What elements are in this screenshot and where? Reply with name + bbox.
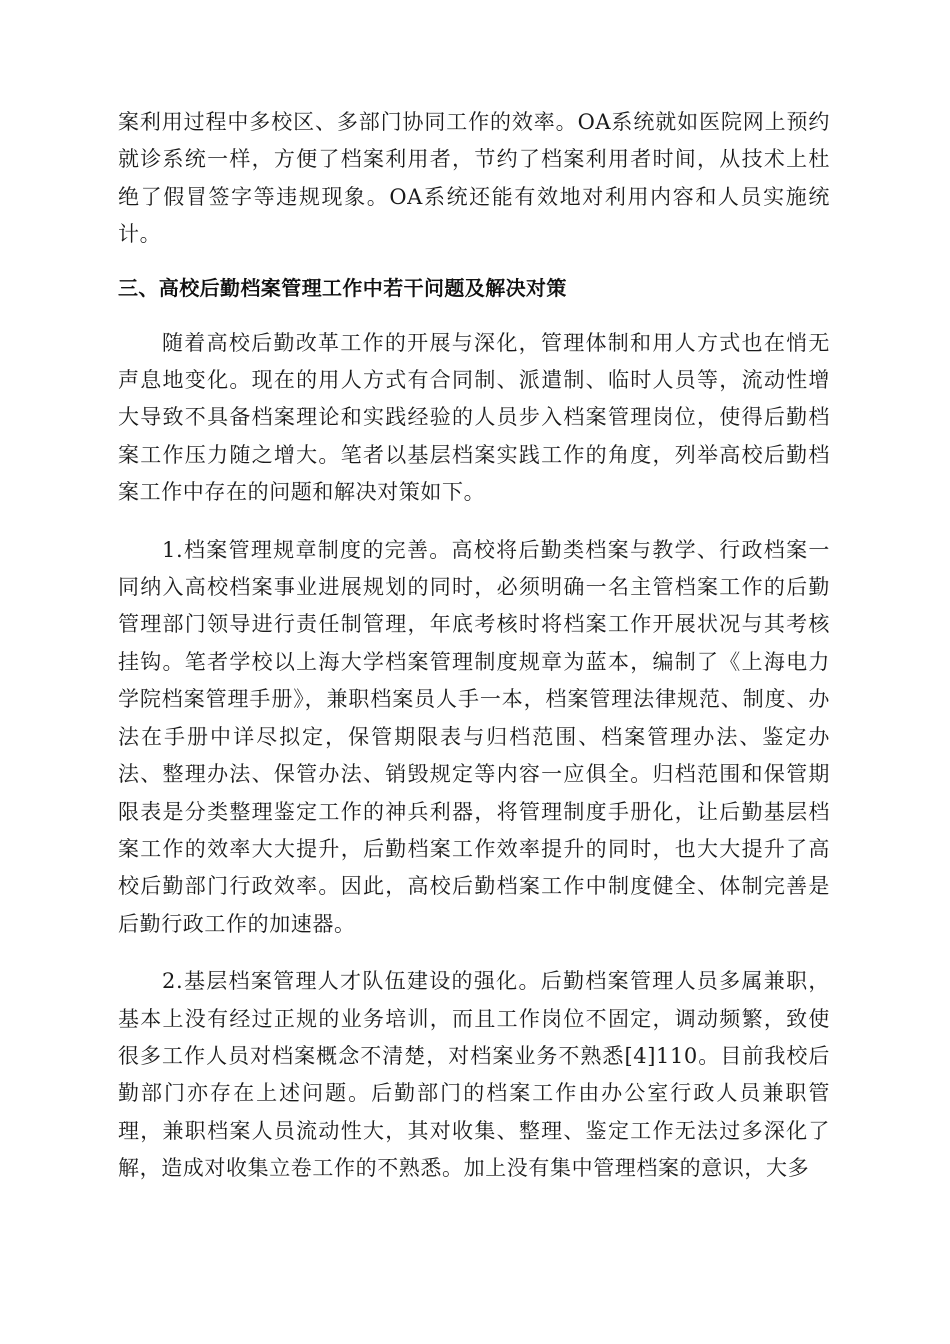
- section-heading: 三、高校后勤档案管理工作中若干问题及解决对策: [118, 275, 567, 300]
- document-body: [118, 104, 830, 1188]
- paragraph-item-1: 1.档案管理规章制度的完善。高校将后勤类档案与教学、行政档案一同纳入高校档案事业进展规划的同时，必须明确一名主管档案工作的后勤管理部门领导进行责任制管理，年底考核时将档案工作开展状况与其考核挂钩。笔者学校以上海大学档案管理制度规章为蓝本，编制了《上海电力学院档案管理手册》，兼职档案员人手一本，档案管理法律规范、制度、办法在手册中详尽拟定，保管期限表与归档范围、档案管理办法、鉴定办法、整理办法、保管办法、销毁规定等内容一应俱全。归档范围和保管期限表是分类整理鉴定工作的神兵利器，将管理制度手册化，让后勤基层档案工作的效率大大提升，后勤档案工作效率提升的同时，也大大提升了高校后勤部门行政效率。因此，高校后勤档案工作中制度健全、体制完善是后勤行政工作的加速器。: [118, 537, 830, 936]
- paragraph-continued: 案利用过程中多校区、多部门协同工作的效率。OA系统就如医院网上预约就诊系统一样，方便了档案利用者，节约了档案利用者时间，从技术上杜绝了假冒签字等违规现象。OA系统还能有效地对利用内容和人员实施统计。: [118, 110, 830, 247]
- paragraph-item-2: 2.基层档案管理人才队伍建设的强化。后勤档案管理人员多属兼职，基本上没有经过正规的业务培训，而且工作岗位不固定，调动频繁，致使很多工作人员对档案概念不清楚，对档案业务不熟悉[4]110。目前我校后勤部门亦存在上述问题。后勤部门的档案工作由办公室行政人员兼职管理，兼职档案人员流动性大，其对收集、整理、鉴定工作无法过多深化了解，造成对收集立卷工作的不熟悉。加上没有集中管理档案的意识，大多: [118, 969, 830, 1181]
- paragraph-intro: 随着高校后勤改革工作的开展与深化，管理体制和用人方式也在悄无声息地变化。现在的用人方式有合同制、派遣制、临时人员等，流动性增大导致不具备档案理论和实践经验的人员步入档案管理岗位，使得后勤档案工作压力随之增大。笔者以基层档案实践工作的角度，列举高校后勤档案工作中存在的问题和解决对策如下。: [118, 330, 830, 505]
